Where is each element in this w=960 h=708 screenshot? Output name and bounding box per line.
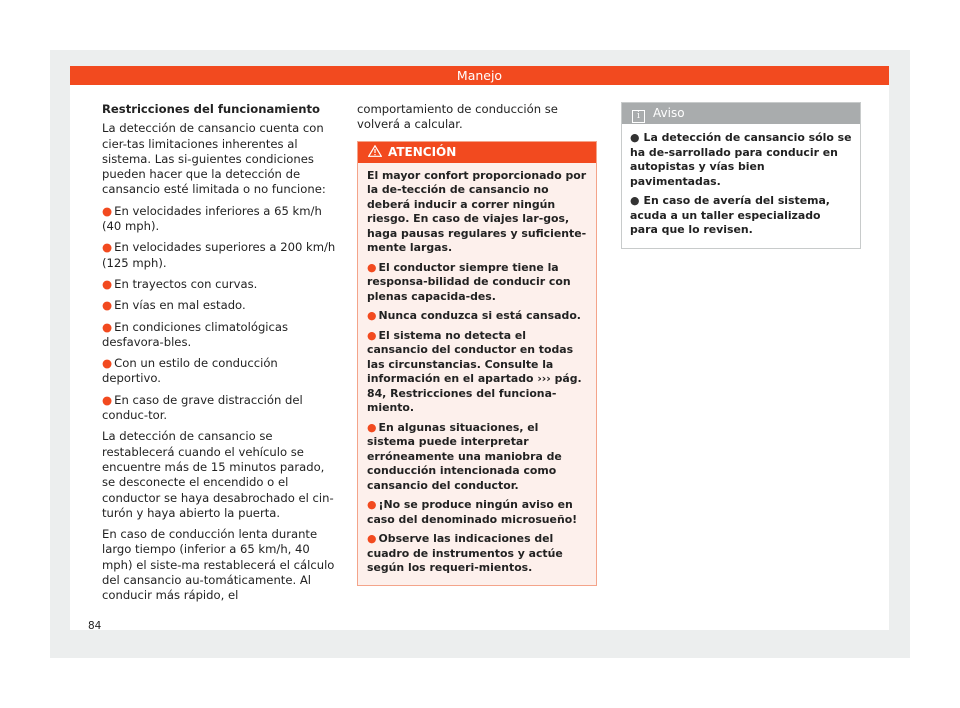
list-item: ● La detección de cansancio sólo se ha de-sarrollado para conducir en autopistas y vías bien pavimentadas. bbox=[630, 131, 852, 188]
intro-paragraph: La detección de cansancio cuenta con cier-tas limitaciones inherentes al sistema. Las si-guientes condiciones pueden hacer que la detección de cansancio esté limitada o no funcione: bbox=[102, 121, 326, 197]
list-item: ● Observe las indicaciones del cuadro de instrumentos y actúe según los requeri-mientos. bbox=[367, 532, 563, 575]
list-item: ● El conductor siempre tiene la responsa-bilidad de conducir con plenas capacida-des. bbox=[367, 260, 571, 303]
warning-intro: El mayor confort proporcionado por la de-tección de cansancio no deberá inducir a correr ningún riesgo. En caso de viajes lar-gos, haga pausas regulares y suficiente-mente largas. bbox=[367, 168, 587, 255]
list-item: ● ¡No se produce ningún aviso en caso del denominado microsueño! bbox=[367, 498, 578, 526]
bullet-icon: ● bbox=[102, 203, 113, 218]
column-middle bbox=[357, 102, 597, 586]
bullet-icon: ● bbox=[102, 392, 113, 407]
warning-title: ATENCIÓN bbox=[388, 144, 457, 159]
bullet-icon: ● bbox=[630, 194, 640, 207]
bullet-icon: ● bbox=[367, 420, 377, 434]
section-heading: Restricciones del funcionamiento bbox=[102, 102, 320, 116]
list-item: ● En vías en mal estado. bbox=[102, 298, 246, 313]
note-body bbox=[622, 124, 860, 248]
list-item: ● Con un estilo de conducción deportivo. bbox=[102, 356, 278, 386]
bullet-icon: ● bbox=[367, 328, 377, 342]
bullet-icon: ● bbox=[102, 276, 113, 291]
list-item: ● En trayectos con curvas. bbox=[102, 276, 258, 291]
list-item: ● En velocidades superiores a 200 km/h (125 mph). bbox=[102, 240, 336, 270]
column-right bbox=[621, 102, 861, 249]
warning-body bbox=[358, 163, 596, 585]
warning-triangle-icon bbox=[368, 145, 382, 157]
note-title: Aviso bbox=[653, 106, 685, 120]
paragraph: En caso de conducción lenta durante largo tiempo (inferior a 65 km/h, 40 mph) el siste-ma restablecerá el cálculo del cansancio au-tomáticamente. Al conducir más rápido, el bbox=[102, 527, 335, 603]
list-item: ● En velocidades inferiores a 65 km/h (40 mph). bbox=[102, 203, 322, 234]
bullet-icon: ● bbox=[630, 131, 640, 144]
paragraph: comportamiento de conducción se volverá a calcular. bbox=[357, 102, 558, 132]
list-item: ● En algunas situaciones, el sistema puede interpretar erróneamente una maniobra de conducción intencionada como cansancio del conductor. bbox=[367, 420, 562, 492]
section-header: Manejo bbox=[70, 66, 889, 85]
bullet-icon: ● bbox=[367, 260, 377, 274]
bullet-icon: ● bbox=[102, 240, 113, 255]
note-header bbox=[622, 103, 860, 124]
bullet-icon: ● bbox=[102, 298, 113, 313]
list-item: ● En caso de grave distracción del conduc-tor. bbox=[102, 392, 303, 423]
warning-header bbox=[358, 142, 596, 163]
list-item: ● En condiciones climatológicas desfavora-bles. bbox=[102, 319, 289, 349]
bullet-icon: ● bbox=[102, 356, 113, 371]
list-item: ● En caso de avería del sistema, acuda a un taller especializado para que lo revisen. bbox=[630, 194, 830, 236]
bullet-icon: ● bbox=[367, 532, 377, 546]
note-box bbox=[621, 102, 861, 249]
paragraph: La detección de cansancio se restablecerá cuando el vehículo se encuentre más de 15 minutos parado, se desconecte el encendido o el conductor se haya desabrochado el cin-turón y haya abierto la puerta. bbox=[102, 429, 334, 520]
bullet-icon: ● bbox=[102, 319, 113, 334]
bullet-icon: ● bbox=[367, 498, 377, 512]
bullet-icon: ● bbox=[367, 309, 377, 323]
warning-box bbox=[357, 141, 597, 586]
page-number: 84 bbox=[88, 620, 102, 632]
column-left bbox=[102, 102, 340, 610]
page-frame bbox=[50, 50, 910, 658]
list-item: ● El sistema no detecta el cansancio del conductor en todas las circunstancias. Consulte la información en el apartado ››› pág. 84, Restricciones del funciona-miento. bbox=[367, 328, 582, 415]
manual-page bbox=[70, 66, 889, 630]
info-icon: i bbox=[632, 110, 645, 123]
list-item: ● Nunca conduzca si está cansado. bbox=[367, 309, 581, 323]
